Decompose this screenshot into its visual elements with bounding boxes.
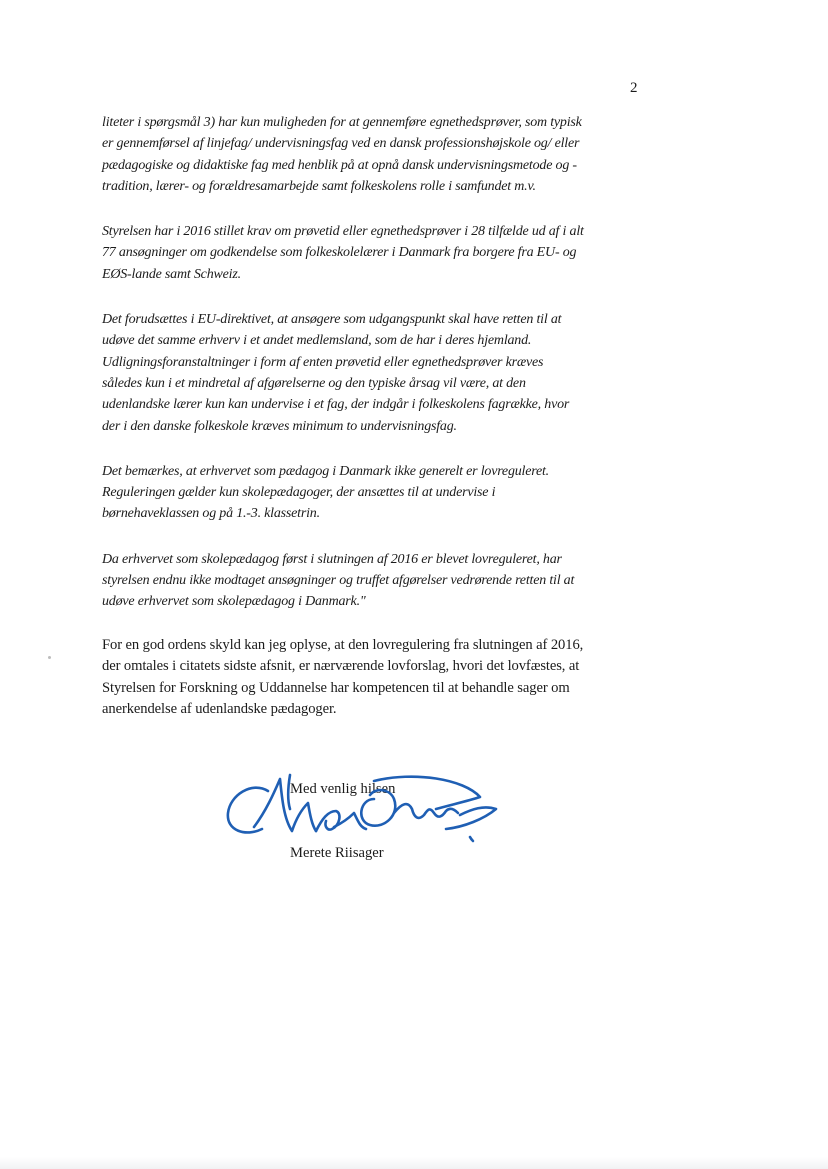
- closing-greeting: Med venlig hilsen: [290, 781, 396, 797]
- signature-stroke-1: [228, 788, 268, 833]
- quote-paragraph-5: Da erhvervet som skolepædagog først i slutningen af 2016 er blevet lovreguleret, har styrelsen endnu ikke modtaget ansøgninger og truffet afgørelser vedrørende retten til at udøve erhvervet som skolepædagog i Danmark.": [102, 551, 575, 610]
- signature-stroke-2: [254, 779, 316, 831]
- signer-name: Merete Riisager: [290, 845, 384, 861]
- closing-block: [290, 781, 550, 881]
- page-number: 2: [630, 80, 638, 96]
- handwritten-signature: [224, 769, 506, 853]
- quote-paragraph-2: Styrelsen har i 2016 stillet krav om prøvetid eller egnethedsprøver i 28 tilfælde ud af i alt 77 ansøgninger om godkendelse som folkeskolelærer i Danmark fra borgere fra EU- og EØS-lande samt Schweiz.: [102, 224, 584, 282]
- signature-stroke-5: [361, 790, 395, 826]
- quoted-text: [102, 112, 586, 613]
- signature-stroke-3: [316, 811, 339, 831]
- quote-paragraph-4: Det bemærkes, at erhvervet som pædagog i Danmark ikke generelt er lovreguleret. Reguleringen gælder kun skolepædagoger, der ansættes til at undervise i børnehaveklassen og på 1.-3. klassetrin.: [102, 463, 549, 522]
- signature-strokes: [228, 775, 496, 841]
- signature-stroke-9: [288, 775, 290, 809]
- signature-stroke-10: [470, 837, 473, 841]
- quote-paragraph-3: Det forudsættes i EU-direktivet, at ansøgere som udgangspunkt skal have retten til at udøve det samme erhverv i et andet medlemsland, som de har i deres hjemland. Udligningsforanstaltninger i form af enten prøvetid eller egnethedsprøver kræves således kun i et mindretal af afgørelserne og den typiske årsag vil være, at den udenlandske lærer kun kan undervise i et fag, der indgår i folkeskolens fagrække, hvor der i den danske folkeskole kræves minimum to undervisningsfag.: [102, 312, 570, 434]
- body-paragraph: For en god ordens skyld kan jeg oplyse, at den lovregulering fra slutningen af 2016, der omtales i citatets sidste afsnit, er nærværende lovforslag, hvori det lovfæstes, at Styrelsen for Forskning og Uddannelse har kompetencen til at behandle sager om anerkendelse af udenlandske pædagoger.: [102, 636, 584, 718]
- letter-content: [102, 112, 586, 721]
- scan-bottom-shadow: [0, 1157, 828, 1169]
- scan-speck: [48, 656, 51, 659]
- quote-paragraph-1: liteter i spørgsmål 3) har kun muligheden for at gennemføre egnethedsprøver, som typisk er gennemførsel af linjefag/ undervisningsfag ved en dansk professionshøjskole og/ eller pædagogiske og didaktiske fag med henblik på at opnå dansk undervisningsmetode og -tradition, lærer- og forældresamarbejde samt folkeskolens rolle i samfundet m.v.: [102, 115, 582, 194]
